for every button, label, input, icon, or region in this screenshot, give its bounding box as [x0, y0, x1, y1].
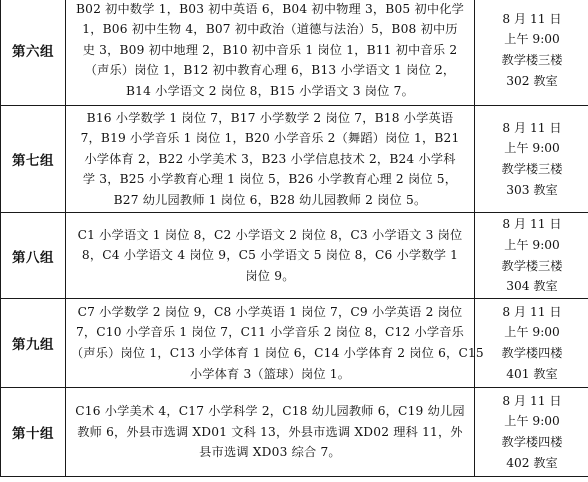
positions-line: 教师 6，外县市选调 XD01 文科 13，外县市选调 XD02 理科 11，外 [77, 424, 463, 439]
group-name: 第八组 [1, 213, 66, 299]
positions-cell [66, 213, 475, 299]
exam-date: 8 月 11 日 [502, 393, 562, 408]
table-row [1, 106, 588, 213]
exam-room: 401 教室 [506, 366, 558, 381]
group-name: 第七组 [1, 106, 66, 213]
exam-room: 303 教室 [506, 182, 558, 197]
exam-building: 教学楼三楼 [501, 53, 563, 67]
positions-line: 岗位 9。 [245, 268, 295, 283]
exam-room: 304 教室 [506, 279, 558, 294]
positions-line: 7，C10 小学音乐 1 岗位 7，C11 小学音乐 2 岗位 8，C12 小学音乐 [75, 325, 465, 340]
exam-time: 上午 9:00 [504, 325, 560, 340]
positions-line: C7 小学数学 2 岗位 9，C8 小学英语 1 岗位 7，C9 小学英语 2 岗位 [77, 304, 463, 319]
positions-line: 8，C4 小学语文 4 岗位 9，C5 小学语文 5 岗位 8，C6 小学数学 1 [81, 248, 459, 263]
exam-date: 8 月 11 日 [502, 120, 562, 135]
time-location-cell [475, 106, 588, 213]
positions-line: 1，B06 初中生物 4，B07 初中政治（道德与法治）5，B08 初中历 [82, 22, 458, 37]
positions-line: 7，B19 小学音乐 1 岗位 1，B20 小学音乐 2（舞蹈）岗位 1，B21 [80, 131, 460, 146]
group-name: 第九组 [1, 299, 66, 388]
exam-building: 教学楼四楼 [501, 346, 563, 360]
exam-time: 上午 9:00 [504, 237, 560, 252]
positions-line: 学 3，B25 小学教育心理 1 岗位 5，B26 小学教育心理 2 岗位 5， [82, 172, 458, 187]
table-row [1, 0, 588, 106]
positions-line: B27 幼儿园教师 1 岗位 6，B28 幼儿园教师 2 岗位 5。 [113, 192, 427, 207]
group-name: 第十组 [1, 388, 66, 477]
positions-line: （声乐）岗位 1，B12 初中教育心理 6，B13 小学语文 1 岗位 2， [84, 63, 456, 78]
positions-line: B14 小学语文 2 岗位 8，B15 小学语文 3 岗位 7。 [126, 83, 414, 98]
positions-cell [66, 388, 475, 477]
table-row [1, 213, 588, 299]
positions-line: 史 3，B09 初中地理 2，B10 初中音乐 1 岗位 1，B11 初中音乐 2 [82, 42, 458, 57]
time-location-cell [475, 0, 588, 106]
positions-line: C1 小学语文 1 岗位 8，C2 小学语文 2 岗位 8，C3 小学语文 3 岗位 [77, 227, 463, 242]
positions-cell [66, 299, 484, 388]
exam-time: 上午 9:00 [504, 414, 560, 429]
exam-time: 上午 9:00 [504, 141, 560, 156]
table-row [1, 299, 588, 388]
exam-date: 8 月 11 日 [502, 217, 562, 232]
time-location-cell [475, 299, 588, 388]
exam-room: 302 教室 [506, 73, 558, 88]
exam-time: 上午 9:00 [504, 32, 560, 47]
table-row [1, 388, 588, 477]
positions-line: B02 初中数学 1，B03 初中英语 6，B04 初中物理 3，B05 初中化学 [76, 1, 464, 16]
exam-building: 教学楼四楼 [501, 435, 563, 449]
positions-line: 小学体育 3（篮球）岗位 1。 [189, 366, 351, 381]
positions-line: （声乐）岗位 1，C13 小学体育 1 岗位 6，C14 小学体育 2 岗位 6，C15 [71, 346, 484, 360]
time-location-cell [475, 388, 588, 477]
exam-date: 8 月 11 日 [502, 11, 562, 26]
positions-line: 县市选调 XD03 综合 7。 [199, 445, 341, 460]
positions-line: 小学体育 2，B22 小学美术 3，B23 小学信息技术 2，B24 小学科 [84, 151, 456, 166]
time-location-cell [475, 213, 588, 299]
exam-building: 教学楼三楼 [501, 162, 563, 176]
positions-cell [66, 0, 475, 106]
positions-line: B16 小学数学 1 岗位 7，B17 小学数学 2 岗位 7，B18 小学英语 [86, 110, 454, 125]
group-name: 第六组 [1, 0, 66, 106]
positions-line: C16 小学美术 4，C17 小学科学 2，C18 幼儿园教师 6，C19 幼儿园 [75, 404, 465, 419]
exam-building: 教学楼三楼 [501, 258, 563, 273]
positions-cell [66, 106, 475, 213]
exam-date: 8 月 11 日 [502, 304, 562, 319]
exam-room: 402 教室 [506, 455, 558, 470]
